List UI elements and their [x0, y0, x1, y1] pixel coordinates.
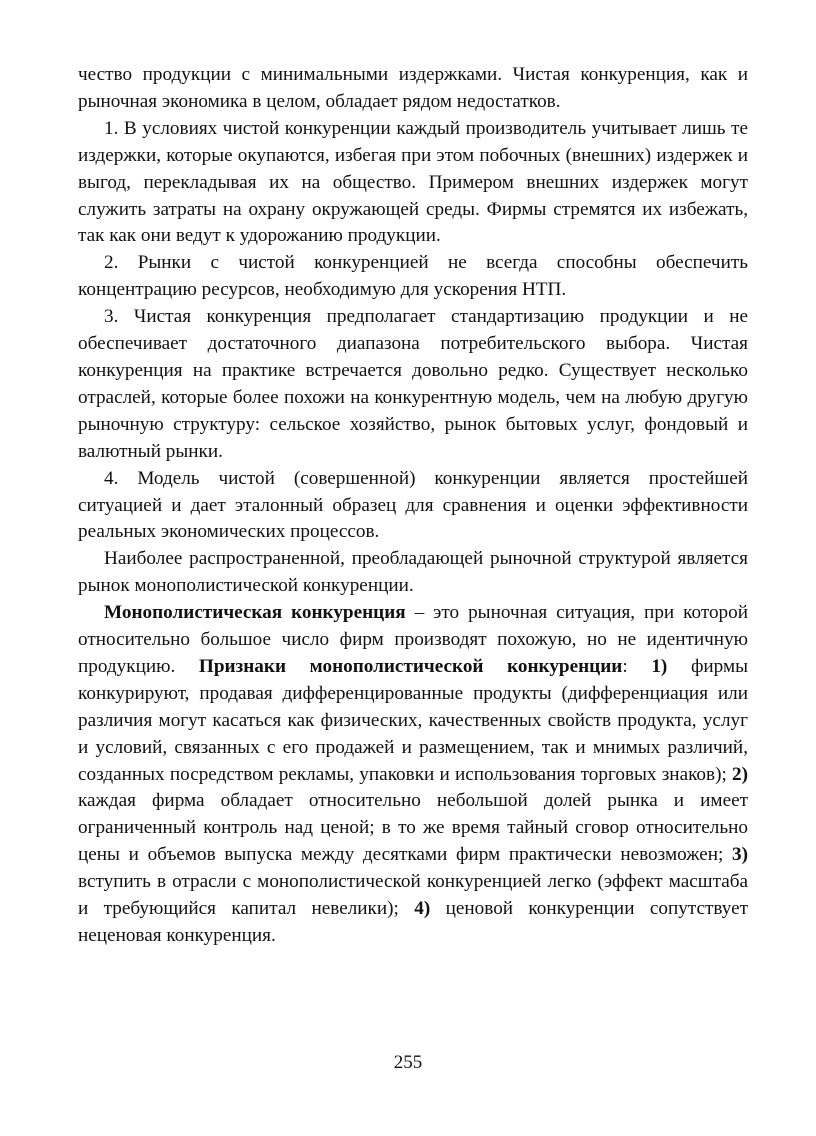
list-marker: 2) — [732, 763, 748, 785]
text-run: вступить в отрасли с монополистической конкуренцией легко (эффект масштаба и требующийся капитал невелики); — [78, 871, 748, 920]
list-marker: 3) — [732, 844, 748, 866]
definition-paragraph — [78, 600, 748, 950]
text-run: фирмы конкурируют, продавая дифференцированные продукты (дифференциация или различия могут касаться как физических, качественных свойств продукта, услуг и условий, связанных с его продажей и размещением, так и мнимых различий, созданных посредством рекламы, упаковки и использования торговых знаков); — [78, 655, 748, 785]
text-run: 1. В условиях чистой конкуренции каждый производитель учитывает лишь те издержки, которые окупаются, избегая при этом побочных (внешних) издержек и выгод, перекладывая их на общество. Примером внешних издержек могут служить затраты на охрану окружающей среды. Фирмы стремятся их избежать, так как они ведут к удорожанию продукции. — [78, 117, 748, 247]
text-run: – это рыночная ситуация, при которой относительно большое число фирм производят похожую, но не идентичную продукцию. — [78, 602, 749, 677]
paragraph — [78, 546, 748, 600]
text-run: : — [622, 655, 652, 677]
list-marker: 1) — [651, 655, 668, 677]
text-run: ценовой конкуренции сопутствует неценовая конкуренция. — [78, 898, 748, 946]
term-bold: Монополистическая конкуренция — [104, 602, 406, 624]
paragraph — [78, 466, 748, 547]
paragraph — [78, 62, 748, 116]
page-number: 255 — [393, 1052, 423, 1073]
paragraph — [78, 116, 748, 251]
text-run: чество продукции с минимальными издержками. Чистая конкуренция, как и рыночная экономика в целом, обладает рядом недостатков. — [78, 64, 748, 112]
list-marker: 4) — [414, 898, 431, 920]
paragraph — [78, 250, 748, 304]
text-run: 4. Модель чистой (совершенной) конкуренции является простейшей ситуацией и дает эталонный образец для сравнения и оценки эффективности реальных экономических процессов. — [78, 467, 748, 543]
page-body — [78, 62, 748, 950]
text-run: Наиболее распространенной, преобладающей рыночной структурой является рынок монополистической конкуренции. — [78, 548, 748, 597]
text-run: каждая фирма обладает относительно небольшой долей рынка и имеет ограниченный контроль над ценой; в то же время тайный сговор относительно цены и объемов выпуска между десятками фирм практически невозможен; — [78, 790, 748, 866]
text-run: 2. Рынки с чистой конкуренцией не всегда способны обеспечить концентрацию ресурсов, необходимую для ускорения НТП. — [78, 252, 748, 301]
paragraph — [78, 304, 748, 465]
text-run: 3. Чистая конкуренция предполагает стандартизацию продукции и не обеспечивает достаточного диапазона потребительского выбора. Чистая конкуренция на практике встречается довольно редко. Существует несколько отраслей, которые более похожи на конкурентную модель, чем на любую другую рыночную структуру: сельское хозяйство, рынок бытовых услуг, фондовый и валютный рынки. — [78, 306, 748, 462]
term-bold: Признаки монополистической конкуренции — [198, 655, 623, 677]
